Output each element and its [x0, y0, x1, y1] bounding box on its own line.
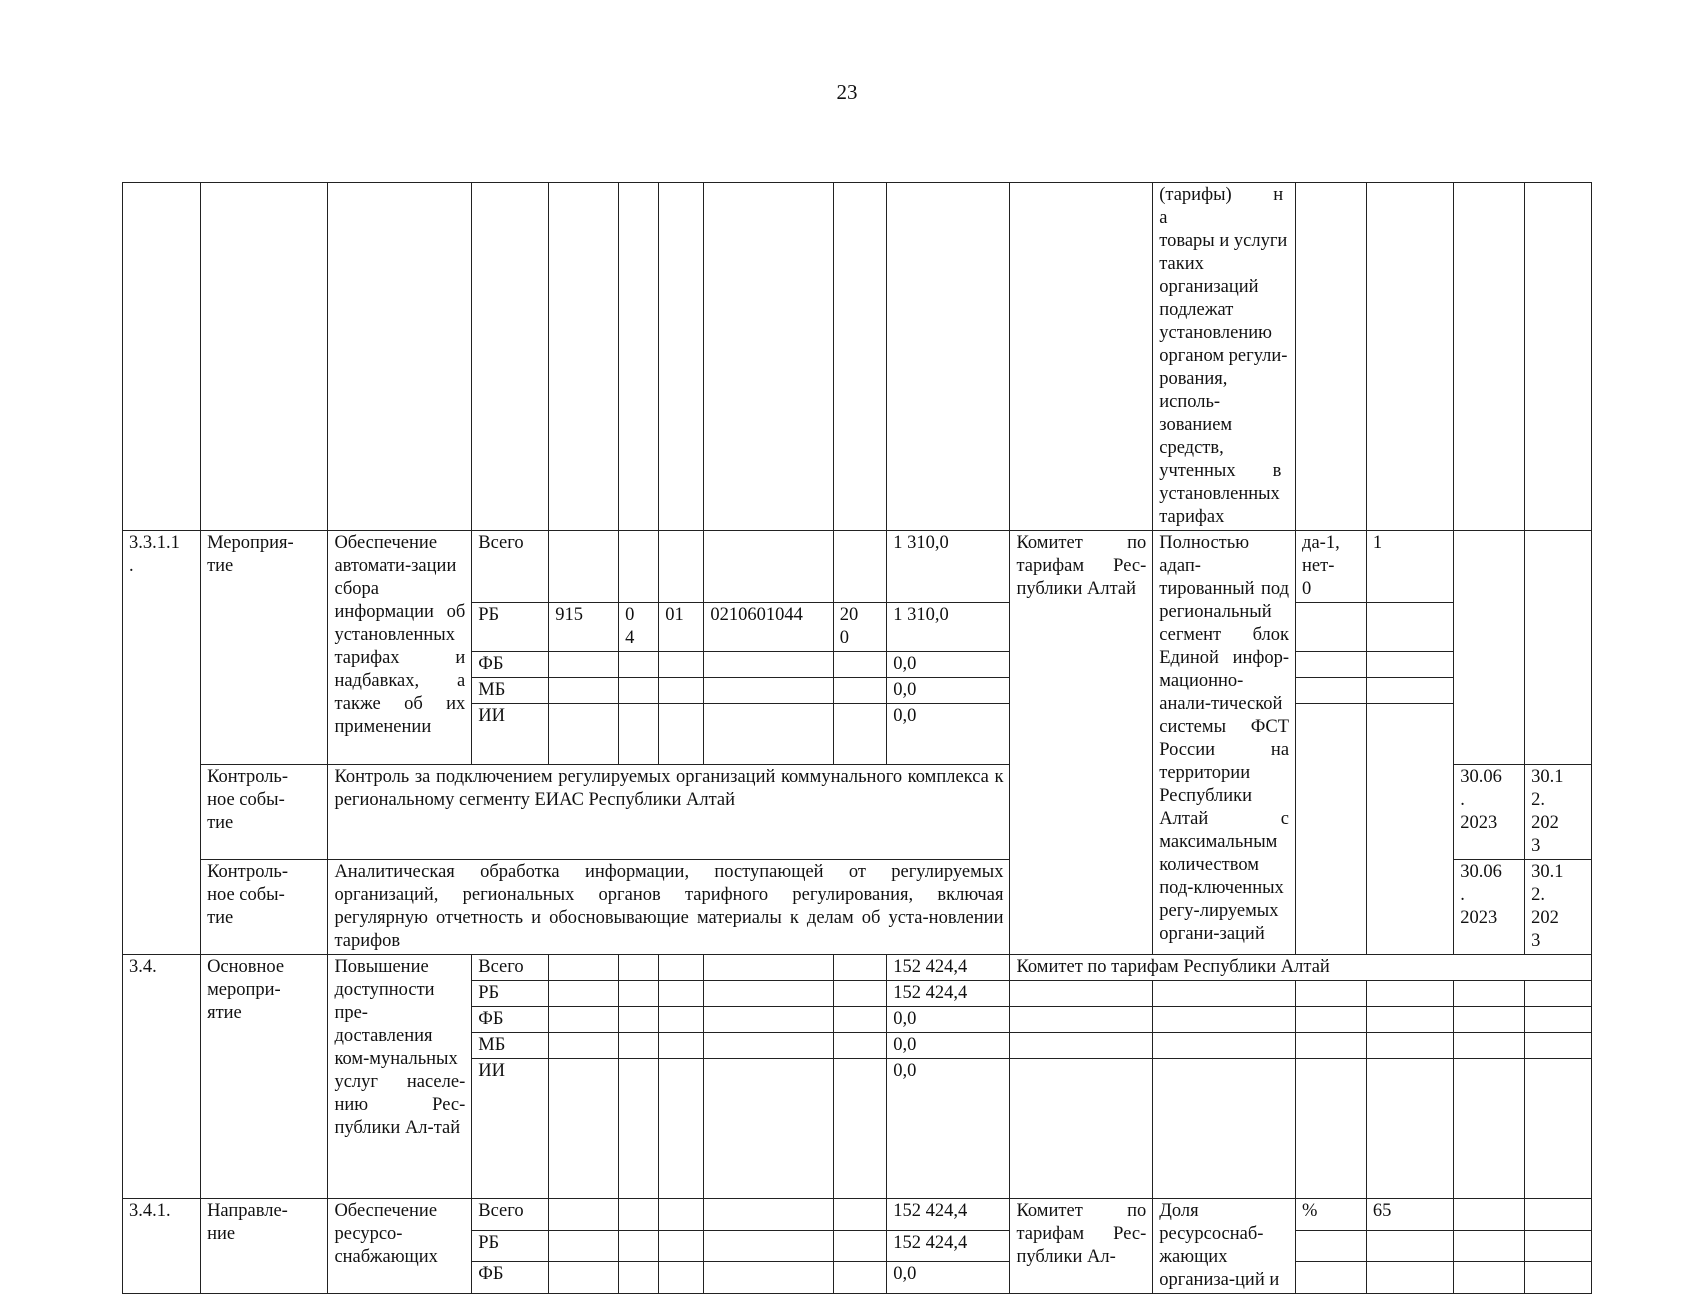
event-text: Аналитическая обработка информации, поступающей от регулируемых организаций, региональных органов тарифного регулирования, включая регулярную отчетность и обосновывающие материалы к делам об уста-новлении тарифов — [328, 860, 1010, 955]
source-cell: РБ — [472, 981, 549, 1007]
indicator-line: подлежат — [1159, 300, 1234, 320]
indicator-line: учтенных в — [1159, 461, 1282, 481]
amount-cell: 0,0 — [887, 652, 1010, 678]
amount-cell: 0,0 — [887, 704, 1010, 765]
amount-cell: 0,0 — [887, 1007, 1010, 1033]
value-cell: 1 — [1366, 531, 1453, 603]
row-number: 3.4. — [123, 955, 201, 1199]
executor-cell: Комитет по тарифам Республики Алтай — [1010, 955, 1592, 981]
event-name: Обеспечение ресурсо-снабжающих — [328, 1199, 472, 1294]
row-number: 3.3.1.1 . — [123, 531, 201, 955]
amount-cell: 1 310,0 — [887, 531, 1010, 603]
event-text: Контроль за подключением регулируемых организаций коммунального комплекса к региональному сегменту ЕИАС Республики Алтай — [328, 765, 1010, 860]
event-name: Повышение доступности пре-доставления ком-мунальных услуг населе-нию Рес-публики Ал-тай — [328, 955, 472, 1199]
csr-cell — [704, 531, 833, 603]
amount-cell: 152 424,4 — [887, 981, 1010, 1007]
row-type: Основное меропри- ятие — [201, 955, 328, 1199]
indicator-line: (тарифы) на — [1159, 185, 1284, 228]
amount-cell: 152 424,4 — [887, 1199, 1010, 1231]
amount-cell: 0,0 — [887, 1033, 1010, 1059]
table-row — [123, 955, 1592, 981]
source-cell: РБ — [472, 1230, 549, 1262]
source-cell: МБ — [472, 1033, 549, 1059]
source-cell: ФБ — [472, 1262, 549, 1294]
indicator-cell — [1153, 183, 1296, 531]
grbs-cell: 915 — [549, 603, 619, 652]
page-number: 23 — [836, 80, 858, 104]
vr-cell — [833, 531, 886, 603]
indicator-line: зованием средств, — [1159, 415, 1233, 458]
end-date: 30.1 2. 202 3 — [1525, 860, 1592, 955]
amount-cell: 1 310,0 — [887, 603, 1010, 652]
source-cell: Всего — [472, 1199, 549, 1231]
indicator-line: установленных — [1159, 484, 1280, 504]
source-cell: ИИ — [472, 1059, 549, 1199]
event-name: Обеспечение автомати-зации сбора информации об установленных тарифах и надбавках, а также об их применении — [328, 531, 472, 765]
amount-cell: 152 424,4 — [887, 1230, 1010, 1262]
amount-cell: 0,0 — [887, 678, 1010, 704]
source-cell: МБ — [472, 678, 549, 704]
indicator-line: установлению — [1159, 323, 1272, 343]
source-cell: ФБ — [472, 652, 549, 678]
unit-cell: % — [1296, 1199, 1367, 1231]
row-type: Направле- ние — [201, 1199, 328, 1294]
start-date: 30.06 . 2023 — [1454, 860, 1525, 955]
rz-cell: 0 4 — [619, 603, 659, 652]
grbs-cell — [549, 531, 619, 603]
table-row — [123, 531, 1592, 603]
amount-cell: 0,0 — [887, 1059, 1010, 1199]
indicator-line: таких организаций — [1159, 254, 1259, 297]
amount-cell: 0,0 — [887, 1262, 1010, 1294]
program-table — [122, 182, 1592, 1294]
unit-cell: да-1, нет- 0 — [1296, 531, 1367, 603]
executor-cell: Комитет по тарифам Рес-публики Алтай — [1010, 531, 1153, 955]
event-type: Контроль- ное собы- тие — [201, 765, 328, 860]
indicator-line: тарифах — [1159, 507, 1225, 527]
source-cell: Всего — [472, 531, 549, 603]
executor-cell: Комитет по тарифам Рес-публики Ал- — [1010, 1199, 1153, 1294]
source-cell: ИИ — [472, 704, 549, 765]
pr-cell: 01 — [659, 603, 704, 652]
vr-cell: 20 0 — [833, 603, 886, 652]
rz-cell — [619, 531, 659, 603]
table-row — [123, 1199, 1592, 1231]
source-cell: ФБ — [472, 1007, 549, 1033]
amount-cell: 152 424,4 — [887, 955, 1010, 981]
indicator-cell: Полностью адап-тированный под региональный сегмент блок Единой инфор-мационно-анали-тической системы ФСТ России на территории Республики Алтай с максимальным количеством под-ключенных регу-лируемых органи-заций — [1153, 531, 1296, 955]
table-row — [123, 183, 1592, 531]
indicator-cell: Доля ресурсоснаб-жающих организа-ций и — [1153, 1199, 1296, 1294]
indicator-line: товары и услуги — [1159, 231, 1288, 251]
source-cell: РБ — [472, 603, 549, 652]
row-type: Мероприя- тие — [201, 531, 328, 765]
row-number: 3.4.1. — [123, 1199, 201, 1294]
start-date: 30.06 . 2023 — [1454, 765, 1525, 860]
value-cell: 65 — [1366, 1199, 1453, 1231]
indicator-text — [1159, 184, 1289, 529]
pr-cell — [659, 531, 704, 603]
source-cell: Всего — [472, 955, 549, 981]
event-type: Контроль- ное собы- тие — [201, 860, 328, 955]
indicator-line: органом регули- — [1159, 346, 1288, 366]
csr-cell: 0210601044 — [704, 603, 833, 652]
indicator-line: рования, исполь- — [1159, 369, 1228, 412]
end-date: 30.1 2. 202 3 — [1525, 765, 1592, 860]
